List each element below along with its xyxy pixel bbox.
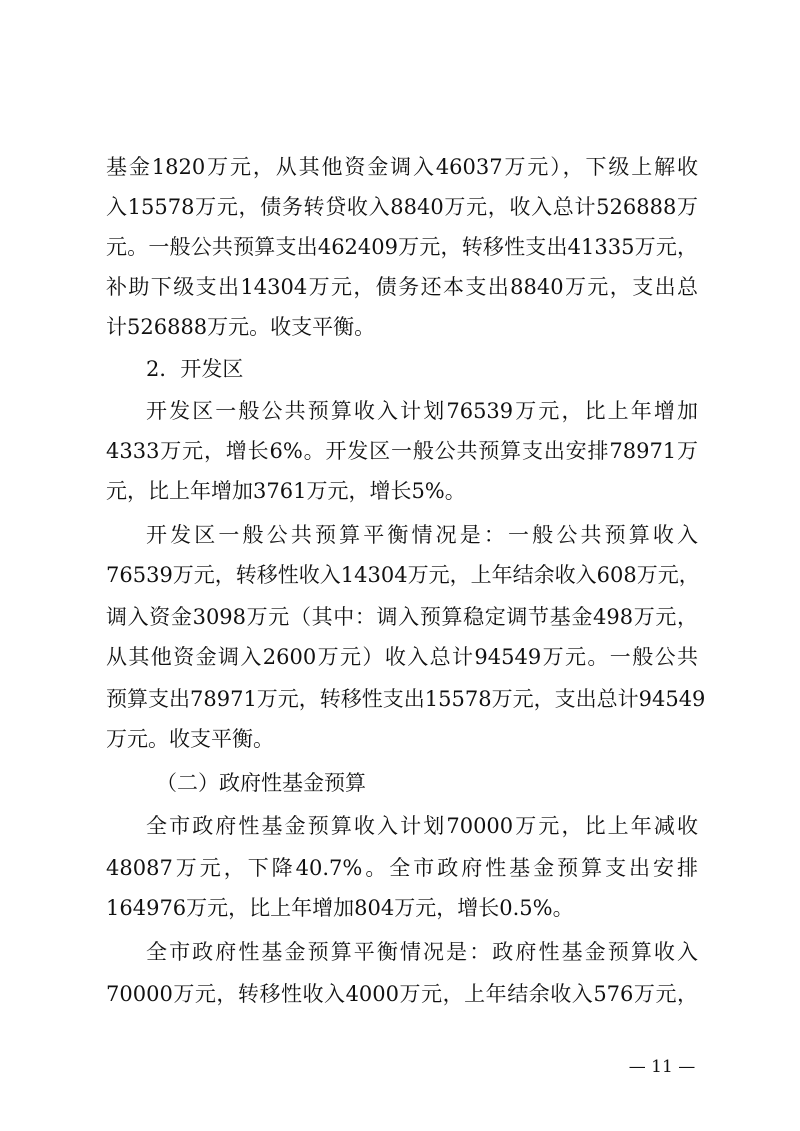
text-line: 全市政府性基金预算收入计划70000万元，比上年减收	[146, 814, 698, 838]
text-line: 164976万元，比上年增加804万元，增长0.5%。	[106, 896, 574, 920]
text-line: 计526888万元。收支平衡。	[106, 315, 376, 339]
text-line: 调入资金3098万元（其中：调入预算稳定调节基金498万元，	[106, 605, 698, 629]
text-line: 70000万元，转移性收入4000万元，上年结余收入576万元，	[106, 982, 698, 1006]
section-heading: （二）政府性基金预算	[156, 771, 366, 795]
page-number: — 11 —	[628, 1057, 696, 1077]
text-line: 48087万元，下降40.7%。全市政府性基金预算支出安排	[106, 856, 698, 880]
text-line: 元。一般公共预算支出462409万元，转移性支出41335万元，	[106, 235, 698, 259]
text-line: 4333万元，增长6%。开发区一般公共预算支出安排78971万	[106, 439, 698, 463]
text-line: 开发区一般公共预算收入计划76539万元，比上年增加	[146, 399, 698, 423]
text-line: 从其他资金调入2600万元）收入总计94549万元。一般公共	[106, 645, 698, 669]
text-line: 开发区一般公共预算平衡情况是：一般公共预算收入	[146, 523, 698, 547]
text-line: 基金1820万元，从其他资金调入46037万元），下级上解收	[106, 155, 698, 179]
text-line: 入15578万元，债务转贷收入8840万元，收入总计526888万	[106, 195, 698, 219]
text-line: 补助下级支出14304万元，债务还本支出8840万元，支出总	[106, 275, 698, 299]
text-line: 元，比上年增加3761万元，增长5%。	[106, 479, 466, 503]
text-line: 全市政府性基金预算平衡情况是：政府性基金预算收入	[146, 940, 698, 964]
text-line: 76539万元，转移性收入14304万元，上年结余收入608万元，	[106, 563, 700, 587]
section-heading: 2．开发区	[146, 357, 244, 381]
text-line: 预算支出78971万元，转移性支出15578万元，支出总计94549	[106, 687, 706, 711]
text-line: 万元。收支平衡。	[106, 727, 274, 751]
